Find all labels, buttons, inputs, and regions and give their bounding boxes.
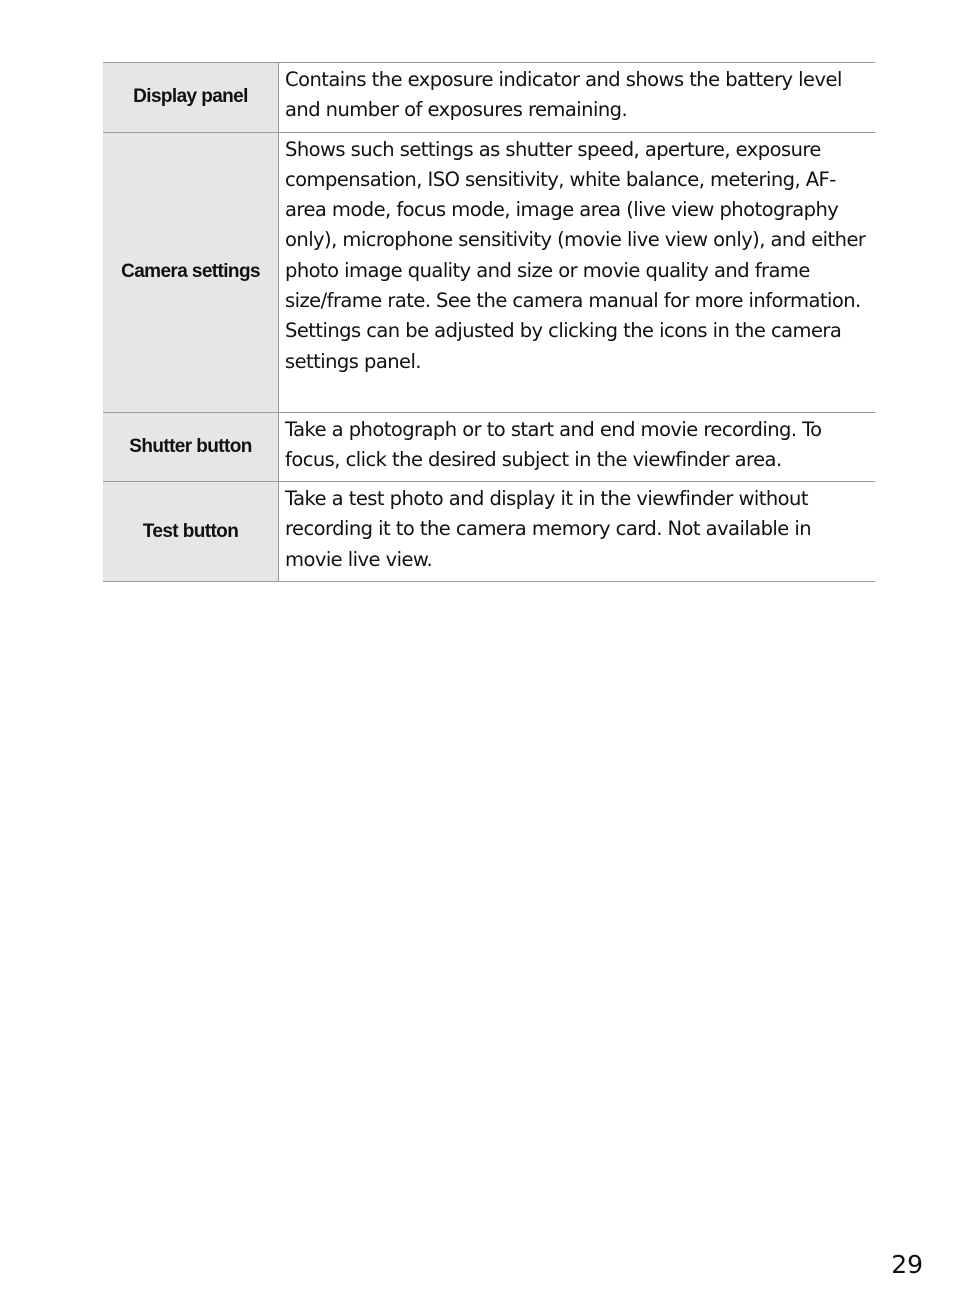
term-cell: Camera settings	[103, 132, 279, 412]
table-row	[103, 132, 875, 412]
description-cell: Take a photograph or to start and end movie recording. To focus, click the desired subject in the viewfinder area.	[279, 412, 876, 482]
definitions-table	[103, 62, 875, 582]
description-cell: Take a test photo and display it in the viewfinder without recording it to the camera memory card. Not available in movie live view.	[279, 482, 876, 582]
term-cell: Test button	[103, 482, 279, 582]
description-cell: Contains the exposure indicator and shows the battery level and number of exposures remaining.	[279, 63, 876, 133]
page-number: 29	[891, 1250, 923, 1279]
table-row	[103, 412, 875, 482]
term-cell: Shutter button	[103, 412, 279, 482]
table-row	[103, 63, 875, 133]
table-row	[103, 482, 875, 582]
term-cell: Display panel	[103, 63, 279, 133]
description-cell: Shows such settings as shutter speed, aperture, exposure compensation, ISO sensitivity, white balance, metering, AF-area mode, focus mode, image area (live view photography only), microphone sensitivity (movie live view only), and either photo image quality and size or movie quality and frame size/frame rate. See the camera manual for more information. Settings can be adjusted by clicking the icons in the camera settings panel.	[279, 132, 876, 412]
